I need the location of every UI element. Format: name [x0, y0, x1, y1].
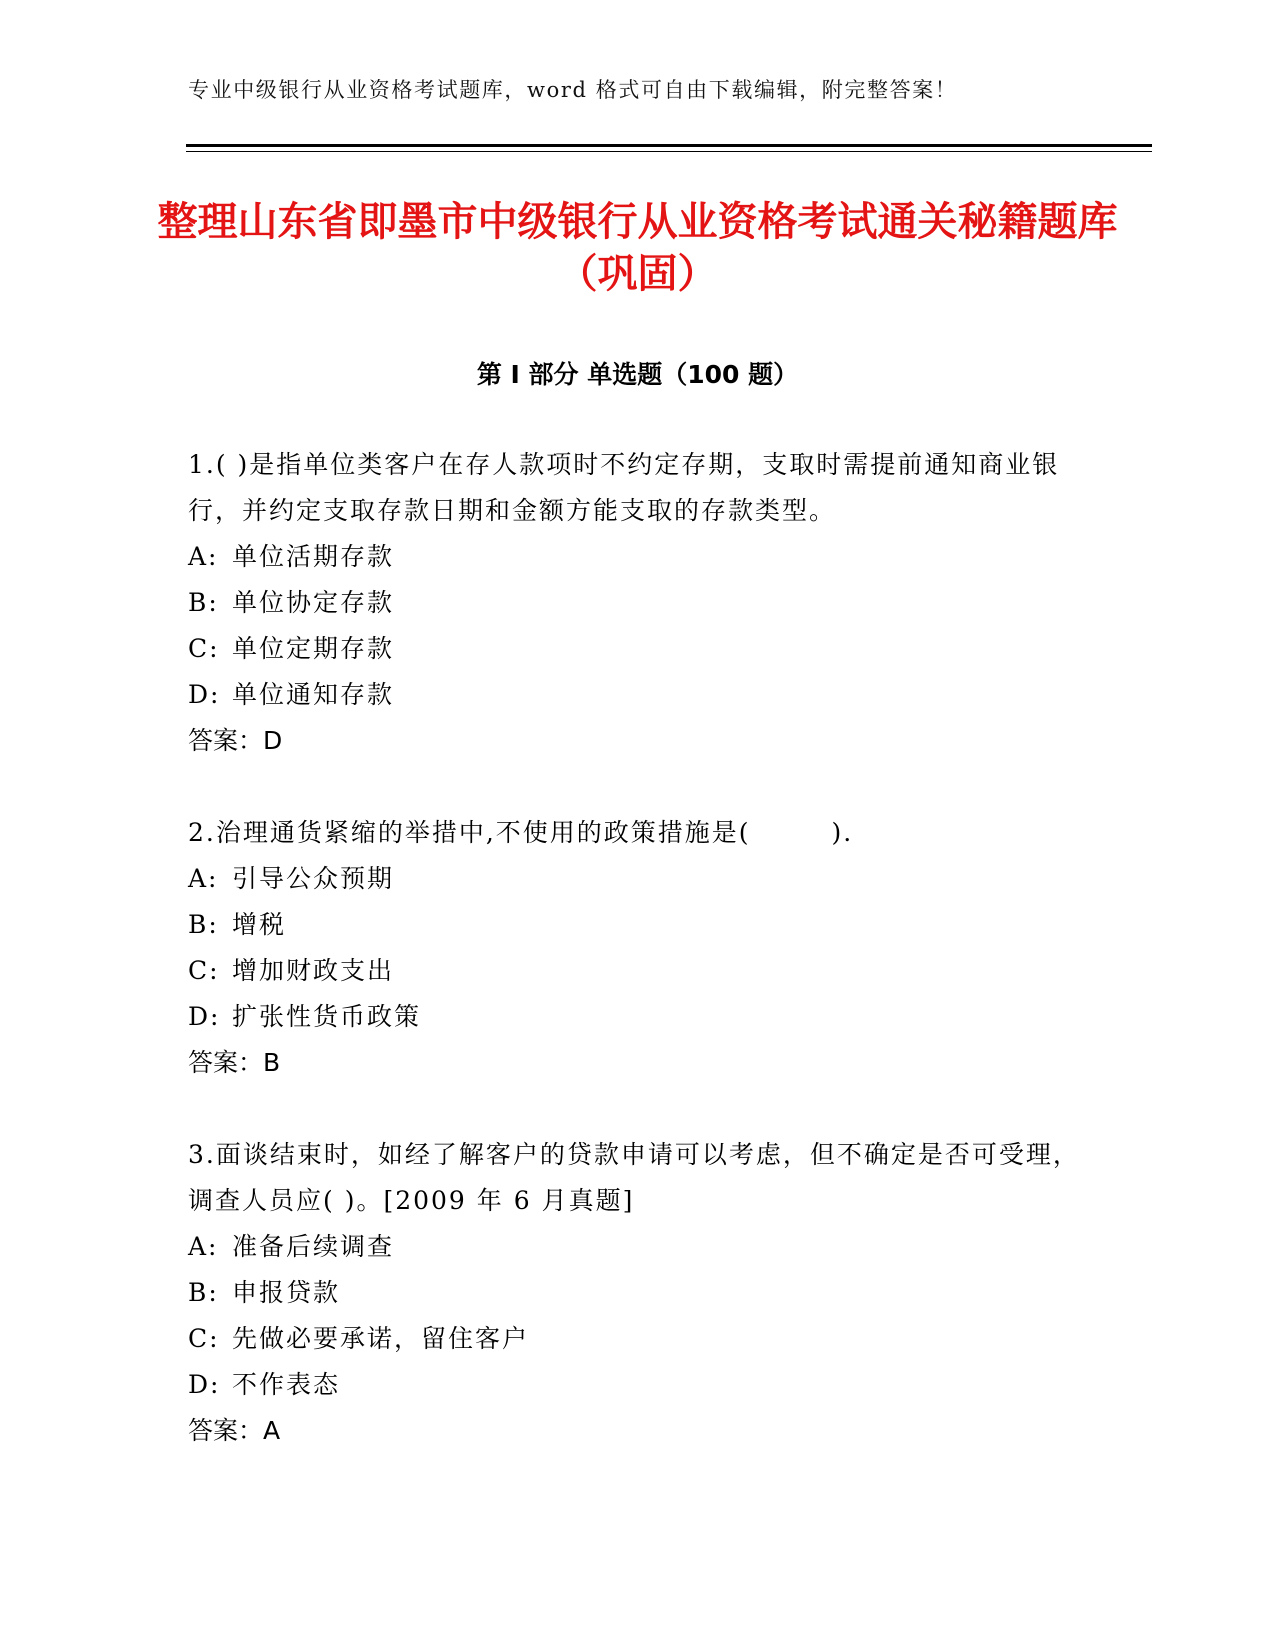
option-text: 扩张性货币政策 — [232, 1002, 422, 1031]
answer-line: 答案：B — [188, 1048, 281, 1077]
section-heading: 第 I 部分 单选题（100 题） — [476, 360, 799, 389]
option-c — [188, 626, 1088, 672]
option-text: 增税 — [232, 910, 287, 939]
option-key: D: — [188, 1370, 221, 1399]
question-stem: 3.面谈结束时，如经了解客户的贷款申请可以考虑，但不确定是否可受理，调查人员应( )。[2009 年 6 月真题] — [188, 1140, 1080, 1215]
option-text: 引导公众预期 — [232, 864, 395, 893]
header-note: 专业中级银行从业资格考试题库，word 格式可自由下载编辑，附完整答案！ — [188, 78, 958, 102]
option-b — [188, 580, 1088, 626]
option-d — [188, 994, 1088, 1040]
option-text: 单位协定存款 — [232, 588, 395, 617]
option-a — [188, 856, 1088, 902]
option-b — [188, 1270, 1088, 1316]
option-key: B: — [188, 910, 219, 939]
header-divider-thin — [186, 151, 1152, 152]
option-text: 申报贷款 — [232, 1278, 341, 1307]
option-d — [188, 1362, 1088, 1408]
option-text: 单位通知存款 — [232, 680, 395, 709]
option-c — [188, 1316, 1088, 1362]
option-c — [188, 948, 1088, 994]
option-text: 先做必要承诺，留住客户 — [232, 1324, 530, 1353]
option-key: A: — [188, 1232, 219, 1261]
question-stem: 2.治理通货紧缩的举措中,不使用的政策措施是( ). — [188, 818, 854, 847]
option-key: C: — [188, 956, 220, 985]
option-d — [188, 672, 1088, 718]
option-key: B: — [188, 588, 219, 617]
option-key: C: — [188, 1324, 220, 1353]
option-text: 单位定期存款 — [232, 634, 395, 663]
question-stem: 1.( )是指单位类客户在存人款项时不约定存期，支取时需提前通知商业银行，并约定支取存款日期和金额方能支取的存款类型。 — [188, 450, 1060, 525]
option-a — [188, 1224, 1088, 1270]
option-key: D: — [188, 680, 221, 709]
option-key: C: — [188, 634, 220, 663]
option-key: A: — [188, 864, 219, 893]
document-title: 整理山东省即墨市中级银行从业资格考试通关秘籍题库（巩固） — [157, 199, 1118, 297]
option-a — [188, 534, 1088, 580]
option-key: B: — [188, 1278, 219, 1307]
header-divider-thick — [186, 144, 1152, 147]
option-text: 增加财政支出 — [232, 956, 395, 985]
option-b — [188, 902, 1088, 948]
question-2 — [188, 810, 1088, 1086]
option-text: 不作表态 — [232, 1370, 341, 1399]
option-key: A: — [188, 542, 219, 571]
question-1 — [188, 442, 1088, 764]
answer-line: 答案：A — [188, 1416, 281, 1445]
answer-line: 答案：D — [188, 726, 283, 755]
option-key: D: — [188, 1002, 221, 1031]
option-text: 准备后续调查 — [232, 1232, 395, 1261]
question-3 — [188, 1132, 1088, 1454]
question-list — [188, 442, 1088, 1500]
option-text: 单位活期存款 — [232, 542, 395, 571]
